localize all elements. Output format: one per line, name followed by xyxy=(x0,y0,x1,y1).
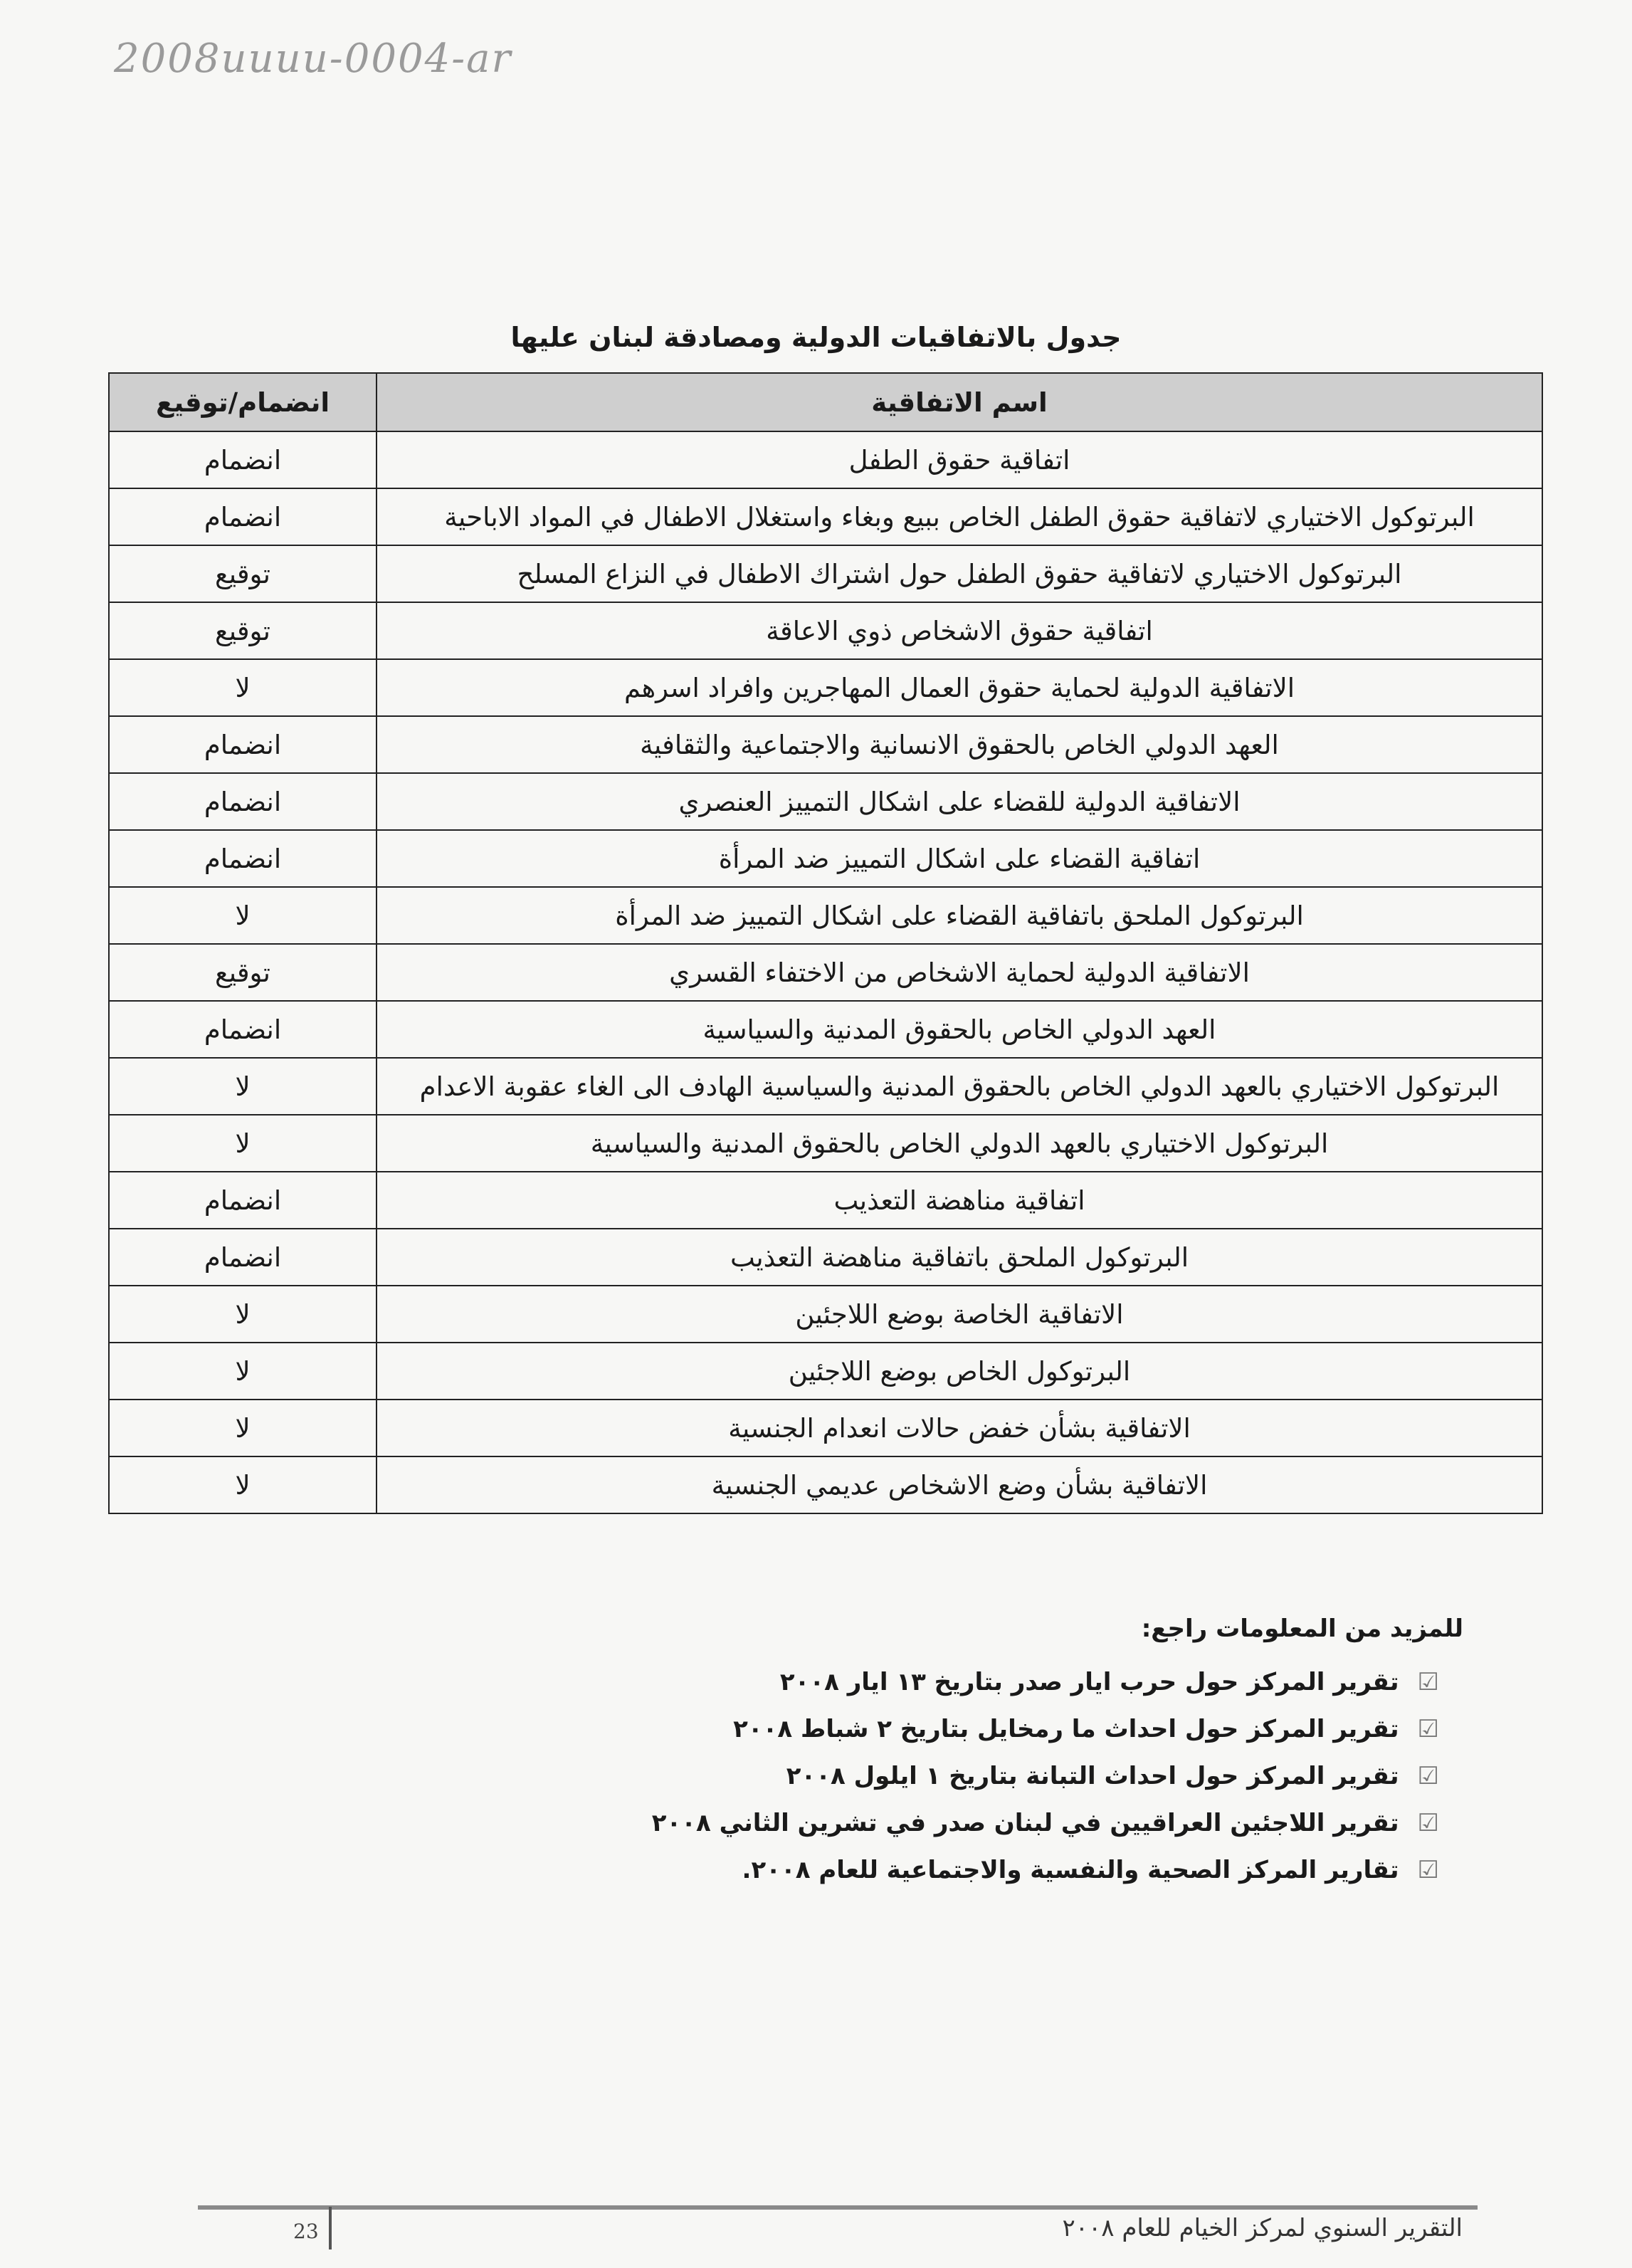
treaty-status-cell: لا xyxy=(109,887,377,944)
footer-divider xyxy=(198,2205,1478,2210)
reference-text: تقرير المركز حول احداث ما رمخايل بتاريخ ٢ شباط ٢٠٠٨ xyxy=(733,1715,1399,1743)
treaty-name-cell: الاتفاقية بشأن خفض حالات انعدام الجنسية xyxy=(377,1400,1542,1456)
table-header-row xyxy=(109,373,1542,431)
treaty-name-cell: البرتوكول الملحق باتفاقية مناهضة التعذيب xyxy=(377,1229,1542,1286)
table-row xyxy=(109,1456,1542,1513)
treaty-name-cell: الاتفاقية الدولية للقضاء على اشكال التمييز العنصري xyxy=(377,773,1542,830)
treaty-status-cell: لا xyxy=(109,1400,377,1456)
reference-item xyxy=(651,1800,1463,1847)
treaties-table xyxy=(108,372,1543,1514)
table-row xyxy=(109,1286,1542,1343)
references-list xyxy=(651,1659,1463,1894)
treaty-status-cell: انضمام xyxy=(109,1172,377,1229)
footer-tick-mark xyxy=(329,2207,332,2249)
treaty-status-cell: انضمام xyxy=(109,488,377,545)
treaty-name-cell: البرتوكول الاختياري لاتفاقية حقوق الطفل الخاص ببيع وبغاء واستغلال الاطفال في المواد الاباحية xyxy=(377,488,1542,545)
table-row xyxy=(109,944,1542,1001)
treaty-status-cell: انضمام xyxy=(109,431,377,488)
table-row xyxy=(109,830,1542,887)
checkbox-tick-icon: ☑ xyxy=(1417,1715,1439,1743)
table-title: جدول بالاتفاقيات الدولية ومصادقة لبنان عليها xyxy=(510,322,1122,353)
treaty-name-cell: اتفاقية حقوق الطفل xyxy=(377,431,1542,488)
table-row xyxy=(109,1172,1542,1229)
table-row xyxy=(109,1115,1542,1172)
checkbox-tick-icon: ☑ xyxy=(1417,1856,1439,1884)
handwritten-document-id: 2008uuuu-0004-ar xyxy=(114,36,512,82)
footer-title: التقرير السنوي لمركز الخيام للعام ٢٠٠٨ xyxy=(1062,2214,1463,2242)
treaty-status-cell: لا xyxy=(109,1343,377,1400)
treaty-status-cell: توقيع xyxy=(109,545,377,602)
table-row xyxy=(109,773,1542,830)
references-section xyxy=(651,1615,1463,1894)
references-heading: للمزيد من المعلومات راجع: xyxy=(1141,1615,1463,1643)
reference-text: تقرير اللاجئين العراقيين في لبنان صدر في تشرين الثاني ٢٠٠٨ xyxy=(651,1809,1399,1837)
treaty-status-cell: انضمام xyxy=(109,1001,377,1058)
treaty-name-cell: البرتوكول الاختياري لاتفاقية حقوق الطفل حول اشتراك الاطفال في النزاع المسلح xyxy=(377,545,1542,602)
table-row xyxy=(109,1058,1542,1115)
table-row xyxy=(109,887,1542,944)
treaty-name-cell: الاتفاقية الدولية لحماية الاشخاص من الاختفاء القسري xyxy=(377,944,1542,1001)
table-row xyxy=(109,488,1542,545)
treaty-name-cell: الاتفاقية الخاصة بوضع اللاجئين xyxy=(377,1286,1542,1343)
treaty-name-cell: اتفاقية حقوق الاشخاص ذوي الاعاقة xyxy=(377,602,1542,659)
treaty-name-cell: العهد الدولي الخاص بالحقوق الانسانية والاجتماعية والثقافية xyxy=(377,716,1542,773)
checkbox-tick-icon: ☑ xyxy=(1417,1762,1439,1790)
checkbox-tick-icon: ☑ xyxy=(1417,1668,1439,1696)
table-row xyxy=(109,716,1542,773)
table-row xyxy=(109,602,1542,659)
reference-text: تقرير المركز حول حرب ايار صدر بتاريخ ١٣ ايار ٢٠٠٨ xyxy=(779,1668,1399,1696)
header-treaty-name: اسم الاتفاقية xyxy=(377,373,1542,431)
treaty-name-cell: اتفاقية القضاء على اشكال التمييز ضد المرأة xyxy=(377,830,1542,887)
treaty-status-cell: انضمام xyxy=(109,716,377,773)
treaty-status-cell: لا xyxy=(109,1115,377,1172)
treaty-status-cell: لا xyxy=(109,1286,377,1343)
treaty-name-cell: البرتوكول الاختياري بالعهد الدولي الخاص بالحقوق المدنية والسياسية xyxy=(377,1115,1542,1172)
checkbox-tick-icon: ☑ xyxy=(1417,1809,1439,1837)
reference-item xyxy=(680,1753,1463,1800)
table-row xyxy=(109,545,1542,602)
treaty-status-cell: انضمام xyxy=(109,830,377,887)
reference-item xyxy=(680,1847,1463,1894)
treaty-status-cell: انضمام xyxy=(109,773,377,830)
treaty-name-cell: الاتفاقية الدولية لحماية حقوق العمال المهاجرين وافراد اسرهم xyxy=(377,659,1542,716)
reference-text: تقرير المركز حول احداث التبانة بتاريخ ١ ايلول ٢٠٠٨ xyxy=(786,1762,1399,1790)
treaty-status-cell: توقيع xyxy=(109,944,377,1001)
treaty-name-cell: البرتوكول الملحق باتفاقية القضاء على اشكال التمييز ضد المرأة xyxy=(377,887,1542,944)
treaty-status-cell: لا xyxy=(109,1456,377,1513)
page-number: 23 xyxy=(293,2220,319,2243)
treaty-name-cell: العهد الدولي الخاص بالحقوق المدنية والسياسية xyxy=(377,1001,1542,1058)
treaty-status-cell: لا xyxy=(109,659,377,716)
table-row xyxy=(109,659,1542,716)
treaty-name-cell: البرتوكول الخاص بوضع اللاجئين xyxy=(377,1343,1542,1400)
reference-item xyxy=(680,1706,1463,1753)
table-row xyxy=(109,1343,1542,1400)
table-row xyxy=(109,1229,1542,1286)
treaty-status-cell: توقيع xyxy=(109,602,377,659)
reference-text: تقارير المركز الصحية والنفسية والاجتماعية للعام ٢٠٠٨. xyxy=(742,1856,1399,1884)
header-status: انضمام/توقيع xyxy=(109,373,377,431)
table-row xyxy=(109,1001,1542,1058)
treaty-name-cell: اتفاقية مناهضة التعذيب xyxy=(377,1172,1542,1229)
treaty-name-cell: الاتفاقية بشأن وضع الاشخاص عديمي الجنسية xyxy=(377,1456,1542,1513)
treaty-status-cell: لا xyxy=(109,1058,377,1115)
table-body xyxy=(109,431,1542,1513)
table-row xyxy=(109,1400,1542,1456)
treaty-name-cell: البرتوكول الاختياري بالعهد الدولي الخاص بالحقوق المدنية والسياسية الهادف الى الغاء عقوبة الاعدام xyxy=(377,1058,1542,1115)
treaty-status-cell: انضمام xyxy=(109,1229,377,1286)
table-row xyxy=(109,431,1542,488)
reference-item xyxy=(680,1659,1463,1706)
